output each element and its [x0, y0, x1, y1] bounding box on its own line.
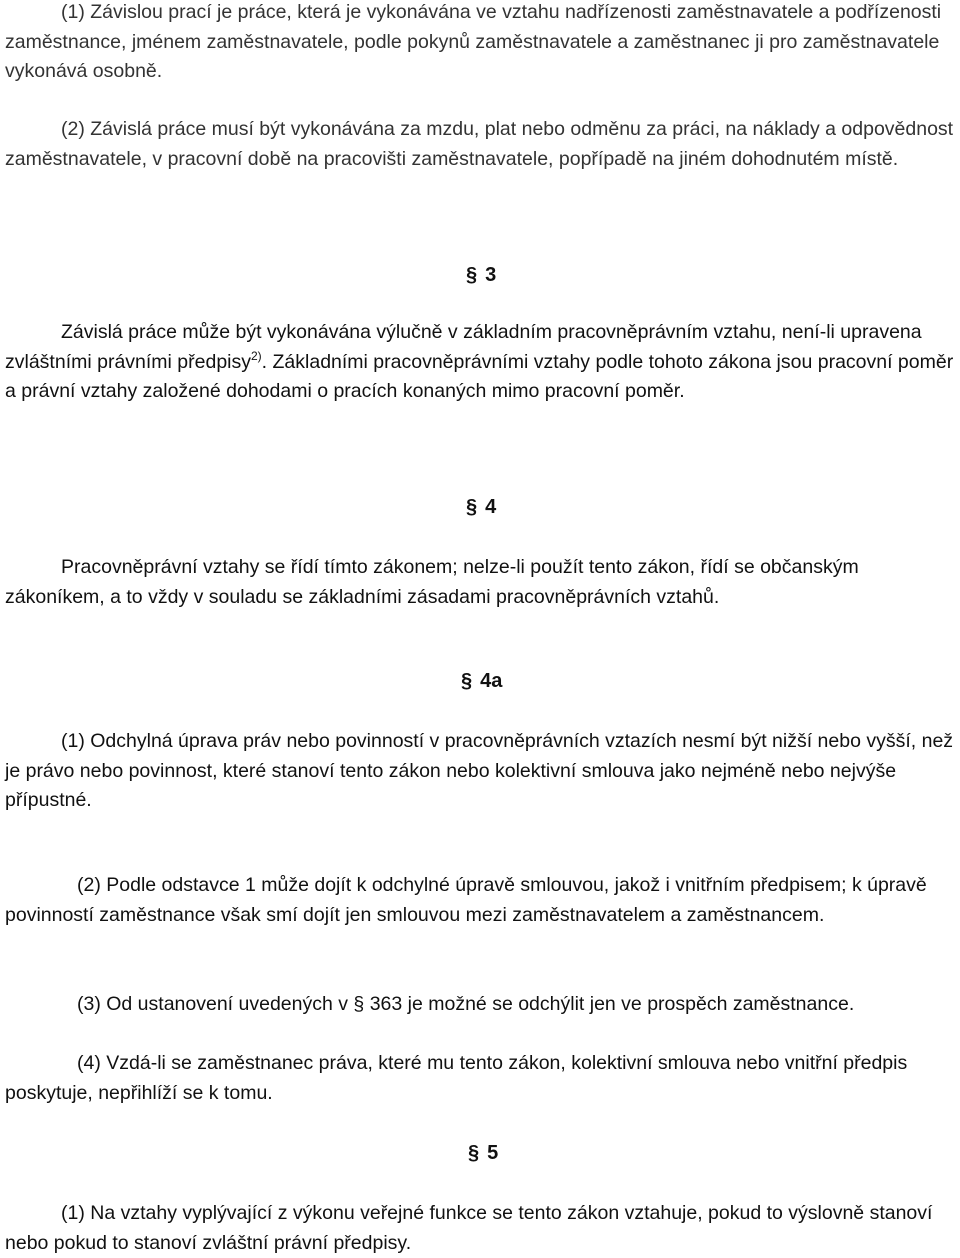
section-symbol: § — [468, 1142, 480, 1164]
paragraph-4a-3: (3) Od ustanovení uvedených v § 363 je možné se odchýlit jen ve prospěch zaměstnance. — [77, 993, 855, 1015]
section-symbol: § — [461, 670, 473, 692]
paragraph-4a-1: (1) Odchylná úprava práv nebo povinností v pracovněprávních vztazích nesmí být nižší nebo vyšší, než je právo nebo povinnost, které stanoví tento zákon nebo kolektivní smlouva jako nejméně nebo nejvýše přípustné. — [5, 730, 954, 811]
section-heading-3: § 3 — [466, 264, 497, 286]
section-symbol: § — [466, 496, 478, 518]
paragraph-4a-4: (4) Vzdá-li se zaměstnanec práva, které mu tento zákon, kolektivní smlouva nebo vnitřní předpis poskytuje, nepřihlíží se k tomu. — [5, 1052, 908, 1104]
paragraph-4: Pracovněprávní vztahy se řídí tímto zákonem; nelze-li použít tento zákon, řídí se občanským zákoníkem, a to vždy v souladu se základními zásadami pracovněprávních vztahů. — [5, 556, 859, 608]
section-heading-4a: § 4a — [461, 670, 503, 692]
paragraph-4a-2: (2) Podle odstavce 1 může dojít k odchylné úpravě smlouvou, jakož i vnitřním předpisem; k úpravě povinností zaměstnance však smí dojít jen smlouvou mezi zaměstnavatelem a zaměstnancem. — [5, 874, 927, 926]
paragraph-3: Závislá práce může být vykonávána výlučně v základním pracovněprávním vztahu, není-li upravena zvláštními právními předpisy$^{2)}$. Základními pracovněprávními vztahy podle tohoto zákona jsou pracovní poměr a právní vztahy založené dohodami o pracích konaných mimo pracovní poměr. — [5, 321, 954, 402]
section-symbol: § — [466, 264, 478, 286]
paragraph-2-2: (2) Závislá práce musí být vykonávána za mzdu, plat nebo odměnu za práci, na náklady a odpovědnost zaměstnavatele, v pracovní době na pracovišti zaměstnavatele, popřípadě na jiném dohodnutém místě. — [5, 118, 954, 170]
footnote-ref: 2) — [251, 348, 262, 363]
paragraph-2-1: (1) Závislou prací je práce, která je vykonávána ve vztahu nadřízenosti zaměstnavatele a podřízenosti zaměstnance, jménem zaměstnavatele, podle pokynů zaměstnavatele a zaměstnanec ji pro zaměstnavatele vykonává osobně. — [5, 1, 942, 82]
section-heading-5: § 5 — [468, 1142, 499, 1164]
section-symbol: § — [353, 993, 365, 1015]
section-heading-4: § 4 — [466, 496, 497, 518]
paragraph-5-1: (1) Na vztahy vyplývající z výkonu veřejné funkce se tento zákon vztahuje, pokud to výslovně stanoví nebo pokud to stanoví zvláštní právní předpisy. — [5, 1202, 933, 1254]
